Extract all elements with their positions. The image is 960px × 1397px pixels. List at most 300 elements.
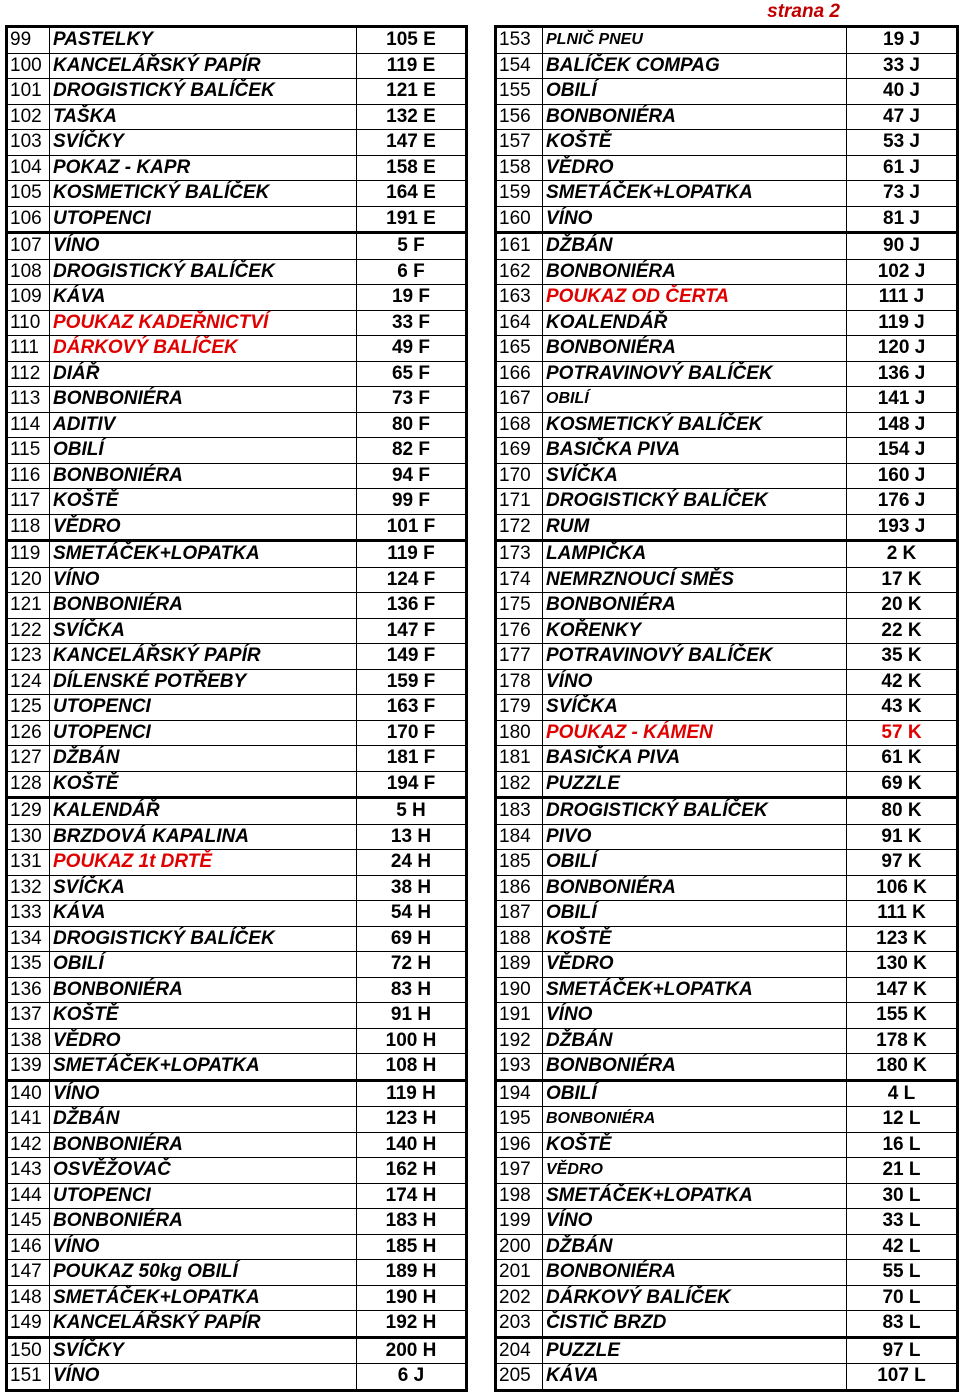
lot-number: 204 (496, 1337, 543, 1364)
table-row (496, 412, 958, 438)
item-name: DROGISTICKÝ BALÍČEK (543, 489, 847, 515)
lot-number: 158 (496, 155, 543, 181)
lot-number: 156 (496, 104, 543, 130)
lot-number: 109 (7, 285, 50, 311)
lot-number: 198 (496, 1183, 543, 1209)
table-row (7, 412, 467, 438)
lot-number: 129 (7, 798, 50, 825)
lot-number: 179 (496, 695, 543, 721)
lot-number: 133 (7, 901, 50, 927)
item-name: VÍNO (50, 1364, 357, 1391)
table-row (496, 1337, 958, 1364)
item-name: POKAZ - KAPR (50, 155, 357, 181)
table-row (496, 259, 958, 285)
table-row (496, 310, 958, 336)
table-row (496, 1132, 958, 1158)
table-row (7, 1183, 467, 1209)
lot-value: 140 H (357, 1132, 467, 1158)
lot-value: 55 L (847, 1260, 958, 1286)
lot-number: 136 (7, 977, 50, 1003)
lot-value: 21 L (847, 1158, 958, 1184)
table-row (496, 181, 958, 207)
lot-number: 134 (7, 926, 50, 952)
item-name: KÁVA (50, 285, 357, 311)
table-row (7, 489, 467, 515)
item-name: UTOPENCI (50, 720, 357, 746)
lot-value: 53 J (847, 130, 958, 156)
lot-number: 196 (496, 1132, 543, 1158)
table-row (7, 1285, 467, 1311)
lot-value: 108 H (357, 1054, 467, 1081)
table-row (7, 618, 467, 644)
lot-value: 136 F (357, 593, 467, 619)
item-name: UTOPENCI (50, 1183, 357, 1209)
item-name: PASTELKY (50, 27, 357, 54)
lot-number: 193 (496, 1054, 543, 1081)
lot-value: 191 E (357, 206, 467, 233)
lot-number: 160 (496, 206, 543, 233)
lot-value: 4 L (847, 1080, 958, 1107)
item-name: VÍNO (50, 1234, 357, 1260)
table-row (496, 541, 958, 568)
lot-value: 24 H (357, 850, 467, 876)
table-row (7, 1107, 467, 1133)
lot-number: 203 (496, 1311, 543, 1338)
lot-value: 162 H (357, 1158, 467, 1184)
lot-number: 135 (7, 952, 50, 978)
item-name: POTRAVINOVÝ BALÍČEK (543, 644, 847, 670)
item-name: VĚDRO (50, 1028, 357, 1054)
lot-number: 126 (7, 720, 50, 746)
lot-number: 164 (496, 310, 543, 336)
lot-value: 180 K (847, 1054, 958, 1081)
lot-number: 200 (496, 1234, 543, 1260)
item-name: BASIČKA PIVA (543, 438, 847, 464)
lot-value: 54 H (357, 901, 467, 927)
lot-value: 163 F (357, 695, 467, 721)
lot-number: 123 (7, 644, 50, 670)
table-row (496, 567, 958, 593)
table-row (7, 952, 467, 978)
lot-value: 16 L (847, 1132, 958, 1158)
right-lot-table (494, 25, 959, 1392)
item-name: VĚDRO (543, 1158, 847, 1184)
item-name: BONBONIÉRA (50, 1132, 357, 1158)
item-name: DŽBÁN (543, 1234, 847, 1260)
item-name: VÍNO (50, 567, 357, 593)
item-name: PIVO (543, 824, 847, 850)
lot-number: 116 (7, 463, 50, 489)
item-name: KOŠTĚ (50, 771, 357, 798)
lot-number: 163 (496, 285, 543, 311)
table-row (496, 824, 958, 850)
item-name: BRZDOVÁ KAPALINA (50, 824, 357, 850)
lot-value: 19 J (847, 27, 958, 54)
table-row (7, 926, 467, 952)
item-name: BONBONIÉRA (543, 593, 847, 619)
lot-value: 193 J (847, 514, 958, 541)
lot-value: 154 J (847, 438, 958, 464)
lot-number: 173 (496, 541, 543, 568)
lot-number: 157 (496, 130, 543, 156)
lot-number: 151 (7, 1364, 50, 1391)
lot-value: 82 F (357, 438, 467, 464)
lot-value: 83 H (357, 977, 467, 1003)
lot-number: 167 (496, 387, 543, 413)
lot-value: 43 K (847, 695, 958, 721)
lot-number: 100 (7, 53, 50, 79)
lot-value: 72 H (357, 952, 467, 978)
item-name: PLNIČ PNEU (543, 27, 847, 54)
item-name: PUZZLE (543, 1337, 847, 1364)
lot-number: 166 (496, 361, 543, 387)
lot-number: 168 (496, 412, 543, 438)
lot-number: 145 (7, 1209, 50, 1235)
table-row (496, 593, 958, 619)
lot-number: 202 (496, 1285, 543, 1311)
lot-number: 144 (7, 1183, 50, 1209)
table-row (496, 1107, 958, 1133)
table-row (496, 926, 958, 952)
lot-value: 119 E (357, 53, 467, 79)
lot-value: 119 F (357, 541, 467, 568)
item-name: SVÍČKA (50, 618, 357, 644)
item-name: KOŠTĚ (50, 1003, 357, 1029)
lot-value: 102 J (847, 259, 958, 285)
item-name: KANCELÁŘSKÝ PAPÍR (50, 644, 357, 670)
lot-value: 2 K (847, 541, 958, 568)
lot-number: 197 (496, 1158, 543, 1184)
table-row (7, 1311, 467, 1338)
table-row (7, 27, 467, 54)
item-name: SMETÁČEK+LOPATKA (50, 1054, 357, 1081)
lot-value: 155 K (847, 1003, 958, 1029)
item-name: ČISTIČ BRZD (543, 1311, 847, 1338)
table-row (7, 206, 467, 233)
table-row (496, 130, 958, 156)
lot-number: 195 (496, 1107, 543, 1133)
table-row (496, 79, 958, 105)
item-name: UTOPENCI (50, 695, 357, 721)
item-name: BONBONIÉRA (543, 336, 847, 362)
lot-value: 99 F (357, 489, 467, 515)
table-row (7, 1234, 467, 1260)
item-name: ADITIV (50, 412, 357, 438)
lot-number: 169 (496, 438, 543, 464)
lot-value: 130 K (847, 952, 958, 978)
lot-number: 188 (496, 926, 543, 952)
item-name: DŽBÁN (543, 1028, 847, 1054)
item-name: SVÍČKA (543, 695, 847, 721)
table-row (496, 1234, 958, 1260)
lot-value: 190 H (357, 1285, 467, 1311)
lot-number: 119 (7, 541, 50, 568)
lot-value: 158 E (357, 155, 467, 181)
lot-value: 106 K (847, 875, 958, 901)
lot-number: 147 (7, 1260, 50, 1286)
lot-value: 136 J (847, 361, 958, 387)
lot-number: 194 (496, 1080, 543, 1107)
lot-number: 132 (7, 875, 50, 901)
lot-value: 5 F (357, 233, 467, 260)
lot-number: 138 (7, 1028, 50, 1054)
table-row (496, 1183, 958, 1209)
table-row (496, 644, 958, 670)
lot-value: 69 K (847, 771, 958, 798)
lot-number: 112 (7, 361, 50, 387)
item-name: POTRAVINOVÝ BALÍČEK (543, 361, 847, 387)
item-name: KOALENDÁŘ (543, 310, 847, 336)
lot-number: 121 (7, 593, 50, 619)
table-row (7, 387, 467, 413)
item-name: KÁVA (50, 901, 357, 927)
lot-value: 111 J (847, 285, 958, 311)
lot-value: 83 L (847, 1311, 958, 1338)
table-row (7, 79, 467, 105)
table-row (496, 901, 958, 927)
lot-number: 113 (7, 387, 50, 413)
table-row (496, 771, 958, 798)
lot-number: 190 (496, 977, 543, 1003)
item-name: OBILÍ (50, 952, 357, 978)
table-row (7, 130, 467, 156)
lot-value: 91 K (847, 824, 958, 850)
table-row (7, 824, 467, 850)
item-name: RUM (543, 514, 847, 541)
lot-number: 137 (7, 1003, 50, 1029)
table-row (496, 233, 958, 260)
lot-value: 80 F (357, 412, 467, 438)
item-name: BALÍČEK COMPAG (543, 53, 847, 79)
lot-value: 20 K (847, 593, 958, 619)
table-row (7, 1028, 467, 1054)
lot-number: 186 (496, 875, 543, 901)
table-row (496, 438, 958, 464)
item-name: OBILÍ (543, 901, 847, 927)
table-row (496, 1158, 958, 1184)
lot-value: 38 H (357, 875, 467, 901)
lot-number: 150 (7, 1337, 50, 1364)
lot-number: 125 (7, 695, 50, 721)
lot-number: 101 (7, 79, 50, 105)
item-name: BONBONIÉRA (543, 1107, 847, 1133)
table-row (496, 1003, 958, 1029)
table-row (496, 285, 958, 311)
lot-number: 161 (496, 233, 543, 260)
table-row (496, 618, 958, 644)
item-name: DÁRKOVÝ BALÍČEK (50, 336, 357, 362)
table-row (7, 901, 467, 927)
table-row (7, 361, 467, 387)
lot-value: 6 J (357, 1364, 467, 1391)
table-row (7, 438, 467, 464)
table-row (7, 593, 467, 619)
table-row (496, 514, 958, 541)
item-name: PUZZLE (543, 771, 847, 798)
item-name: VÍNO (543, 669, 847, 695)
item-name: DROGISTICKÝ BALÍČEK (50, 259, 357, 285)
item-name: BONBONIÉRA (543, 1260, 847, 1286)
lot-number: 171 (496, 489, 543, 515)
item-name: KANCELÁŘSKÝ PAPÍR (50, 1311, 357, 1338)
item-name: BONBONIÉRA (543, 875, 847, 901)
lot-value: 6 F (357, 259, 467, 285)
table-row (496, 1080, 958, 1107)
lot-number: 128 (7, 771, 50, 798)
lot-value: 170 F (357, 720, 467, 746)
table-row (496, 746, 958, 772)
table-row (7, 875, 467, 901)
table-row (496, 875, 958, 901)
item-name: DROGISTICKÝ BALÍČEK (50, 79, 357, 105)
item-name: BONBONIÉRA (543, 259, 847, 285)
table-row (7, 567, 467, 593)
table-row (7, 644, 467, 670)
table-row (7, 1132, 467, 1158)
table-row (7, 259, 467, 285)
lot-value: 91 H (357, 1003, 467, 1029)
lot-number: 141 (7, 1107, 50, 1133)
item-name: BONBONIÉRA (50, 593, 357, 619)
item-name: OBILÍ (543, 850, 847, 876)
table-row (7, 514, 467, 541)
item-name: DŽBÁN (50, 746, 357, 772)
item-name: VĚDRO (543, 952, 847, 978)
table-row (496, 1260, 958, 1286)
lot-value: 69 H (357, 926, 467, 952)
table-row (496, 336, 958, 362)
lot-value: 35 K (847, 644, 958, 670)
lot-value: 176 J (847, 489, 958, 515)
table-row (7, 1003, 467, 1029)
lot-value: 189 H (357, 1260, 467, 1286)
lot-value: 174 H (357, 1183, 467, 1209)
lot-number: 176 (496, 618, 543, 644)
lot-value: 13 H (357, 824, 467, 850)
item-name: DÁRKOVÝ BALÍČEK (543, 1285, 847, 1311)
lot-value: 178 K (847, 1028, 958, 1054)
item-name: SVÍČKY (50, 1337, 357, 1364)
item-name: VÍNO (543, 1209, 847, 1235)
lot-value: 147 F (357, 618, 467, 644)
lot-value: 123 H (357, 1107, 467, 1133)
lot-value: 49 F (357, 336, 467, 362)
table-row (7, 695, 467, 721)
table-row (7, 1158, 467, 1184)
table-row (496, 206, 958, 233)
lot-number: 110 (7, 310, 50, 336)
lot-value: 22 K (847, 618, 958, 644)
lot-value: 19 F (357, 285, 467, 311)
table-row (496, 1028, 958, 1054)
item-name: TAŠKA (50, 104, 357, 130)
lot-value: 120 J (847, 336, 958, 362)
item-name: VĚDRO (50, 514, 357, 541)
lot-value: 100 H (357, 1028, 467, 1054)
item-name: BONBONIÉRA (50, 463, 357, 489)
lot-value: 73 F (357, 387, 467, 413)
item-name: OSVĚŽOVAČ (50, 1158, 357, 1184)
item-name: SMETÁČEK+LOPATKA (543, 181, 847, 207)
lot-number: 124 (7, 669, 50, 695)
table-row (496, 1285, 958, 1311)
lot-value: 70 L (847, 1285, 958, 1311)
lot-number: 189 (496, 952, 543, 978)
lot-number: 114 (7, 412, 50, 438)
item-name: BONBONIÉRA (50, 387, 357, 413)
table-row (496, 155, 958, 181)
lot-value: 80 K (847, 798, 958, 825)
lot-value: 185 H (357, 1234, 467, 1260)
item-name: KOŘENKY (543, 618, 847, 644)
lot-number: 102 (7, 104, 50, 130)
item-name: SMETÁČEK+LOPATKA (50, 541, 357, 568)
lot-value: 132 E (357, 104, 467, 130)
table-row (496, 463, 958, 489)
lot-value: 73 J (847, 181, 958, 207)
item-name: VĚDRO (543, 155, 847, 181)
item-name: LAMPIČKA (543, 541, 847, 568)
lot-number: 130 (7, 824, 50, 850)
lot-value: 181 F (357, 746, 467, 772)
item-name: VÍNO (50, 233, 357, 260)
table-row (7, 53, 467, 79)
item-name: SVÍČKY (50, 130, 357, 156)
table-row (496, 104, 958, 130)
item-name: KOŠTĚ (543, 130, 847, 156)
table-row (496, 977, 958, 1003)
lot-value: 81 J (847, 206, 958, 233)
item-name: KOSMETICKÝ BALÍČEK (543, 412, 847, 438)
item-name: SMETÁČEK+LOPATKA (543, 977, 847, 1003)
lot-value: 97 K (847, 850, 958, 876)
item-name: BASIČKA PIVA (543, 746, 847, 772)
lot-number: 149 (7, 1311, 50, 1338)
table-row (496, 1054, 958, 1081)
lot-value: 121 E (357, 79, 467, 105)
lot-value: 194 F (357, 771, 467, 798)
lot-number: 146 (7, 1234, 50, 1260)
lot-number: 175 (496, 593, 543, 619)
lot-value: 42 K (847, 669, 958, 695)
item-name: DIÁŘ (50, 361, 357, 387)
table-row (496, 720, 958, 746)
item-name: VÍNO (543, 206, 847, 233)
lot-number: 118 (7, 514, 50, 541)
lot-number: 139 (7, 1054, 50, 1081)
lot-value: 111 K (847, 901, 958, 927)
lot-value: 200 H (357, 1337, 467, 1364)
lot-value: 141 J (847, 387, 958, 413)
lot-value: 40 J (847, 79, 958, 105)
table-row (7, 104, 467, 130)
lot-number: 183 (496, 798, 543, 825)
lot-number: 201 (496, 1260, 543, 1286)
lot-number: 122 (7, 618, 50, 644)
table-row (7, 850, 467, 876)
table-row (496, 952, 958, 978)
table-row (7, 669, 467, 695)
item-name: OBILÍ (50, 438, 357, 464)
table-row (496, 1209, 958, 1235)
lot-value: 30 L (847, 1183, 958, 1209)
item-name: SMETÁČEK+LOPATKA (543, 1183, 847, 1209)
lot-value: 107 L (847, 1364, 958, 1391)
lot-number: 103 (7, 130, 50, 156)
item-name: KÁVA (543, 1364, 847, 1391)
lot-number: 172 (496, 514, 543, 541)
table-row (7, 155, 467, 181)
